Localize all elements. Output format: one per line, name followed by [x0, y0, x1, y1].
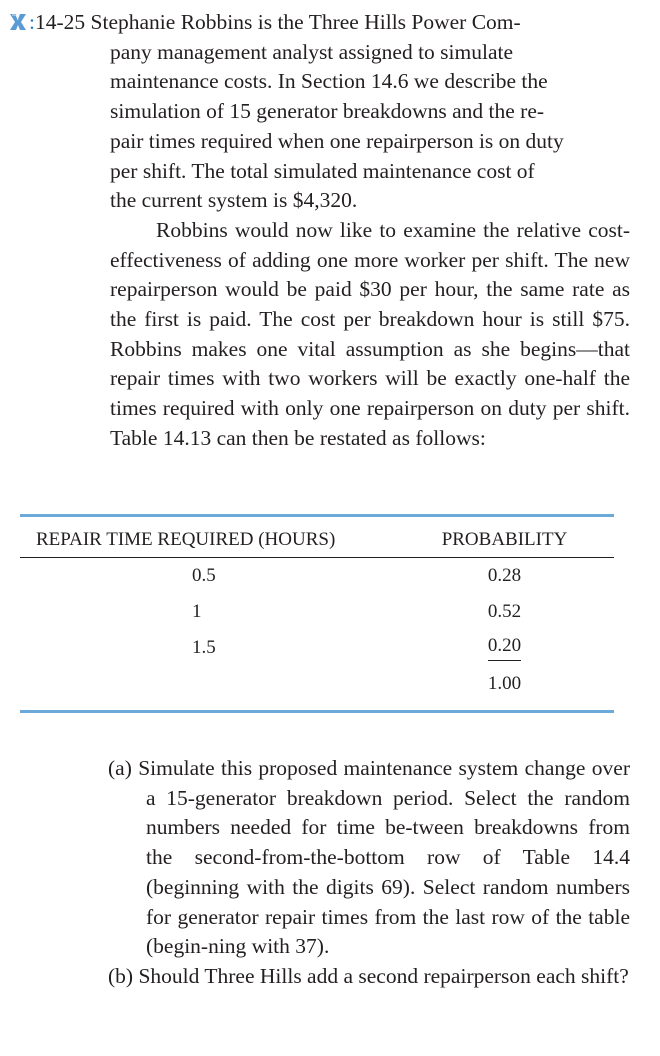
para1-line: the current system is $4,320.	[110, 188, 358, 213]
table-row	[20, 558, 614, 595]
table-header-row	[20, 517, 614, 558]
table-row	[20, 594, 614, 630]
calculator-x-icon	[8, 10, 28, 28]
repair-time-cell: 1	[192, 601, 202, 622]
problem-lead-text: Stephanie Robbins is the Three Hills Power Com-	[90, 10, 521, 34]
problem-colon: :	[29, 10, 35, 34]
table-bottom-rule	[20, 710, 614, 713]
probability-total: 1.00	[487, 673, 522, 694]
problem-parts	[108, 754, 630, 992]
header-probability: PROBABILITY	[395, 517, 614, 558]
para1-line: per shift. The total simulated maintenance cost of	[110, 158, 535, 183]
part-label: (b)	[108, 963, 134, 988]
repair-time-cell: 0.5	[192, 565, 216, 586]
para1-line: pair times required when one repairperson is on duty	[110, 128, 564, 153]
table-total-row	[20, 666, 614, 702]
probability-cell: 0.52	[487, 601, 522, 622]
problem-number: 14-25	[34, 10, 86, 34]
problem-14-25	[8, 8, 630, 454]
repair-time-cell: 1.5	[192, 637, 216, 658]
probability-cell: 0.20	[488, 635, 521, 661]
problem-header-line	[8, 8, 630, 38]
part-b	[108, 962, 630, 992]
table-row	[20, 630, 614, 666]
repair-time-table	[20, 514, 614, 713]
problem-paragraph-2: Robbins would now like to examine the relative cost-effectiveness of adding one more worker per shift. The new repairperson would be paid $30 per hour, the same rate as the first is paid. The cost per breakdown hour is still $75. Robbins makes one vital assumption as she begins—that repair times with two workers will be exactly one-half the times required with only one repairperson on duty per shift. Table 14.13 can then be restated as follows:	[110, 217, 630, 450]
part-label: (a)	[108, 756, 132, 780]
para1-line: pany management analyst assigned to simulate	[110, 39, 514, 64]
para1-line: simulation of 15 generator breakdowns and the re-	[110, 99, 545, 124]
part-text: Simulate this proposed maintenance system change over a 15-generator breakdown period. Select the random numbers needed for time be-tween breakdowns from the second-from-the-bottom row of Table 14.4 (beginning with the digits 69). Select random numbers for generator repair times from the last row of the table (begin-ning with 37).	[138, 756, 630, 959]
table	[20, 517, 614, 702]
part-a	[108, 754, 630, 962]
problem-paragraph-1	[8, 38, 630, 216]
para1-line: maintenance costs. In Section 14.6 we describe the	[110, 69, 548, 94]
probability-cell: 0.28	[487, 565, 522, 586]
header-repair-time: REPAIR TIME REQUIRED (HOURS)	[20, 517, 395, 558]
part-text: Should Three Hills add a second repairperson each shift?	[138, 963, 629, 988]
